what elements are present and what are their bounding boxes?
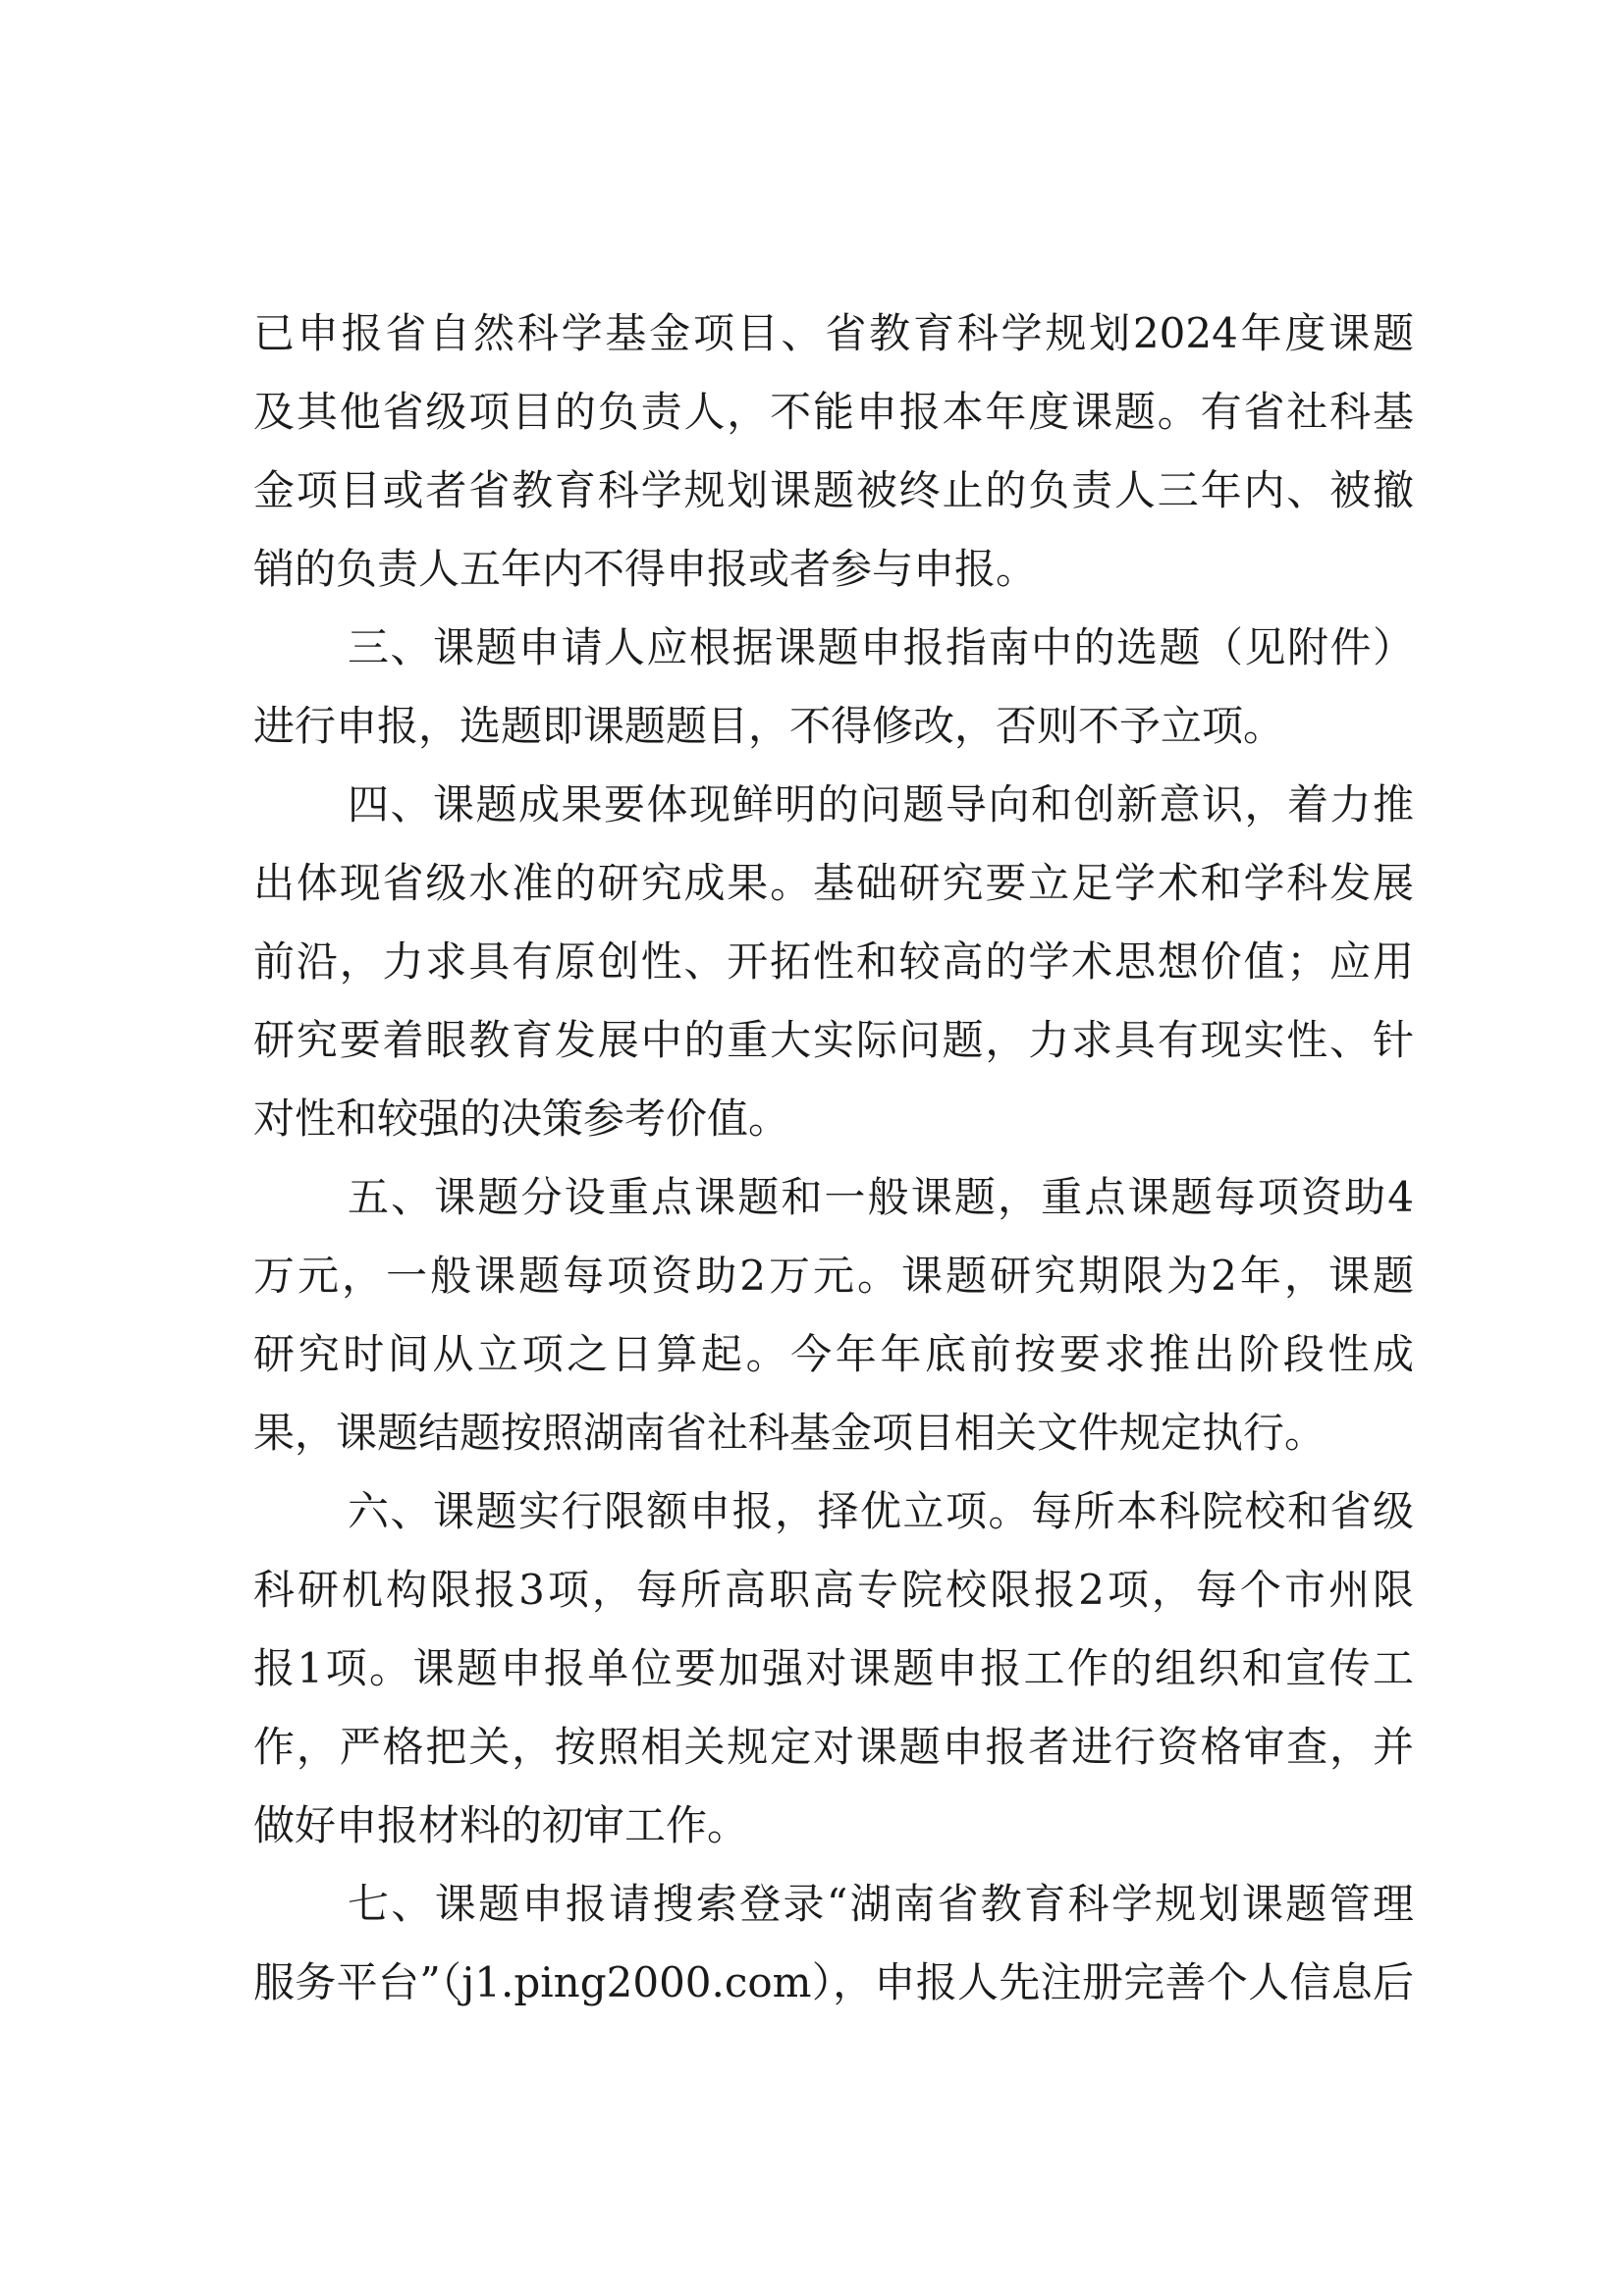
text-line: 万元，一般课题每项资助2万元。课题研究期限为2年，课题 <box>253 1252 1414 1300</box>
text-line: 报1项。课题申报单位要加强对课题申报工作的组织和宣传工 <box>253 1644 1414 1692</box>
text-line: 金项目或者省教育科学规划课题被终止的负责人三年内、被撤 <box>253 466 1414 514</box>
text-line: 四、课题成果要体现鲜明的问题导向和创新意识，着力推 <box>348 780 1414 828</box>
text-line: 作，严格把关，按照相关规定对课题申报者进行资格审查，并 <box>253 1723 1414 1771</box>
document-page <box>253 294 1414 2022</box>
text-line: 进行申报，选题即课题题目，不得修改，否则不予立项。 <box>253 702 1285 750</box>
text-line: 科研机构限报3项，每所高职高专院校限报2项，每个市州限 <box>253 1566 1414 1614</box>
paragraph-4 <box>253 1158 1414 1472</box>
text-line: 前沿，力求具有原创性、开拓性和较高的学术思想价值；应用 <box>253 937 1414 986</box>
text-line: 对性和较强的决策参考价值。 <box>253 1095 790 1143</box>
text-line: 研究时间从立项之日算起。今年年底前按要求推出阶段性成 <box>253 1330 1414 1378</box>
text-line: 五、课题分设重点课题和一般课题，重点课题每项资助4 <box>348 1173 1414 1221</box>
text-line: 果，课题结题按照湖南省社科基金项目相关文件规定执行。 <box>253 1409 1326 1457</box>
text-line: 销的负责人五年内不得申报或者参与申报。 <box>253 545 1038 593</box>
text-line: 出体现省级水准的研究成果。基础研究要立足学术和学科发展 <box>253 859 1414 907</box>
text-line: 及其他省级项目的负责人，不能申报本年度课题。有省社科基 <box>253 388 1414 436</box>
paragraph-1 <box>253 294 1414 609</box>
text-line: 已申报省自然科学基金项目、省教育科学规划2024年度课题 <box>253 309 1414 357</box>
text-line: 服务平台”（j1.ping2000.com），申报人先注册完善个人信息后 <box>253 1958 1414 2006</box>
paragraph-5 <box>253 1472 1414 1865</box>
text-line: 三、课题申请人应根据课题申报指南中的选题（见附件） <box>348 623 1414 671</box>
text-line: 研究要着眼教育发展中的重大实际问题，力求具有现实性、针 <box>253 1016 1414 1064</box>
paragraph-3 <box>253 766 1414 1158</box>
paragraph-6 <box>253 1865 1414 2022</box>
text-line: 七、课题申报请搜索登录“湖南省教育科学规划课题管理 <box>348 1880 1414 1928</box>
paragraph-2 <box>253 609 1414 766</box>
text-line: 做好申报材料的初审工作。 <box>253 1801 749 1849</box>
text-line: 六、课题实行限额申报，择优立项。每所本科院校和省级 <box>348 1487 1414 1535</box>
